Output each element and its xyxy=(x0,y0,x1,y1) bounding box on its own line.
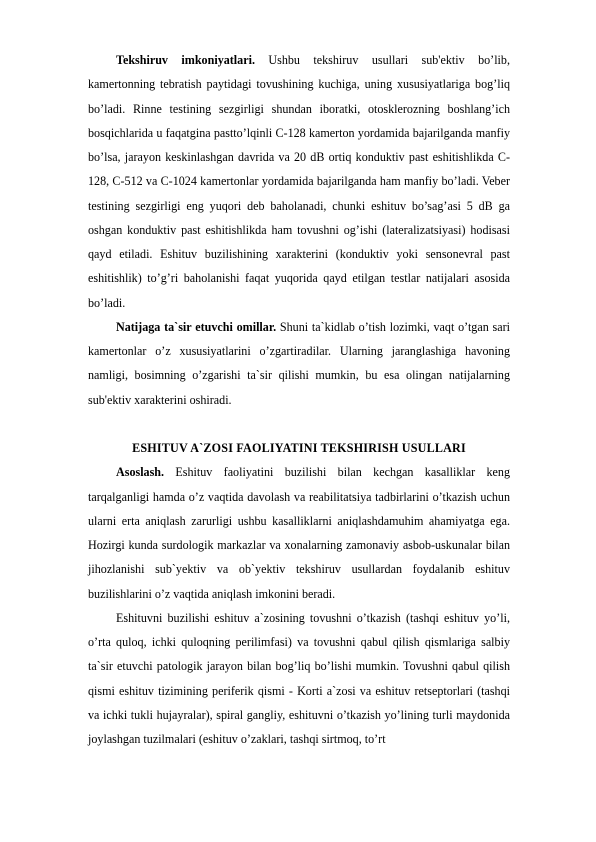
paragraph-text: Ushbu tekshiruv usullari sub'ektiv bo’lib, kamertonning tebratish paytidagi tovushining kuchiga, uning xususiyatlariga bog’liq bo’ladi. Rinne testining sezgirligi shundan iboratki, otosklerozning boshlang’ich bosqichlarida u faqatgina pastto’lqinli C-128 kamerton yordamida bajarilganda manfiy bo’lsa, jarayon keskinlashgan davrida va 20 dB ortiq konduktiv past eshitishlikda C-128, C-512 va C-1024 kamertonlar yordamida bajarilganda ham manfiy bo’ladi. Veber testining sezgirligi eng yuqori deb baholanadi, chunki eshituv bo’sag’asi 5 dB ga oshgan konduktiv past eshitishlikda ham tovushni og’ishi (lateralizatsiyasi) hodisasi qayd etiladi. Eshituv buzilishining xarakterini (konduktiv yoki sensonevral past eshitishlik) to’g’ri baholanishi faqat yuqorida qayd etilgan testlar natijalari asosida bo’ladi. xyxy=(88,53,510,310)
paragraph-text: Eshituvni buzilishi eshituv a`zosining tovushni o’tkazish (tashqi eshituv yo’li, o’rta quloq, ichki quloqning perilimfasi) va tovushni qabul qilish qismlariga salbiy ta`sir etuvchi patologik jarayon bilan bog’liq bo’lishi mumkin. Tovushni qabul qilish qismi eshituv tizimining periferik qismi - Korti a`zosi va eshituv retseptorlari (tashqi va ichki tukli hujayralar), spiral gangliy, eshituvni o’tkazish yo’lining turli maydonida joylashgan tuzilmalari (eshituv o’zaklari, tashqi sirtmoq, to’rt xyxy=(88,610,510,746)
document-page xyxy=(88,48,510,751)
paragraph-lead: Tekshiruv imkoniyatlari. xyxy=(116,53,255,67)
paragraph-lead: Asoslash. xyxy=(116,465,165,480)
blank-line xyxy=(88,412,510,436)
paragraph-lead: Natijaga ta`sir etuvchi omillar. xyxy=(116,319,277,334)
paragraph-text: Eshituv faoliyatini buzilishi bilan kechgan kasalliklar keng tarqalganligi hamda o’z vaqtida davolash va reabilitatsiya tadbirlarini o’tkazish uchun ularni erta aniqlash zarurligi ushbu kasalliklarni aniqlashdamuhim ahamiyatga ega. Hozirgi kunda surdologik markazlar va xonalarning zamonaviy asbob-uskunalar bilan jihozlanishi sub`yektiv va ob`yektiv tekshiruv usullardan foydalanib eshituv buzilishlarini o’z vaqtida aniqlash imkonini beradi. xyxy=(88,465,510,601)
paragraph-eshituvni-buzilishi xyxy=(88,606,510,752)
paragraph-tekshiruv-imkoniyatlari xyxy=(88,48,510,315)
section-heading: ESHITUV A`ZOSI FAOLIYATINI TEKSHIRISH USULLARI xyxy=(132,441,466,455)
paragraph-asoslash xyxy=(88,460,510,606)
paragraph-text: Shuni ta`kidlab o’tish lozimki, vaqt o’tgan sari kamertonlar o’z xususiyatlarini o’zgartiradilar. Ularning jaranglashiga havoning namligi, bosimning o’zgarishi ta`sir qilishi mumkin, bu esa olingan natijalarning sub'ektiv xarakterini oshiradi. xyxy=(88,319,510,407)
paragraph-natijaga-tasir xyxy=(88,315,510,412)
